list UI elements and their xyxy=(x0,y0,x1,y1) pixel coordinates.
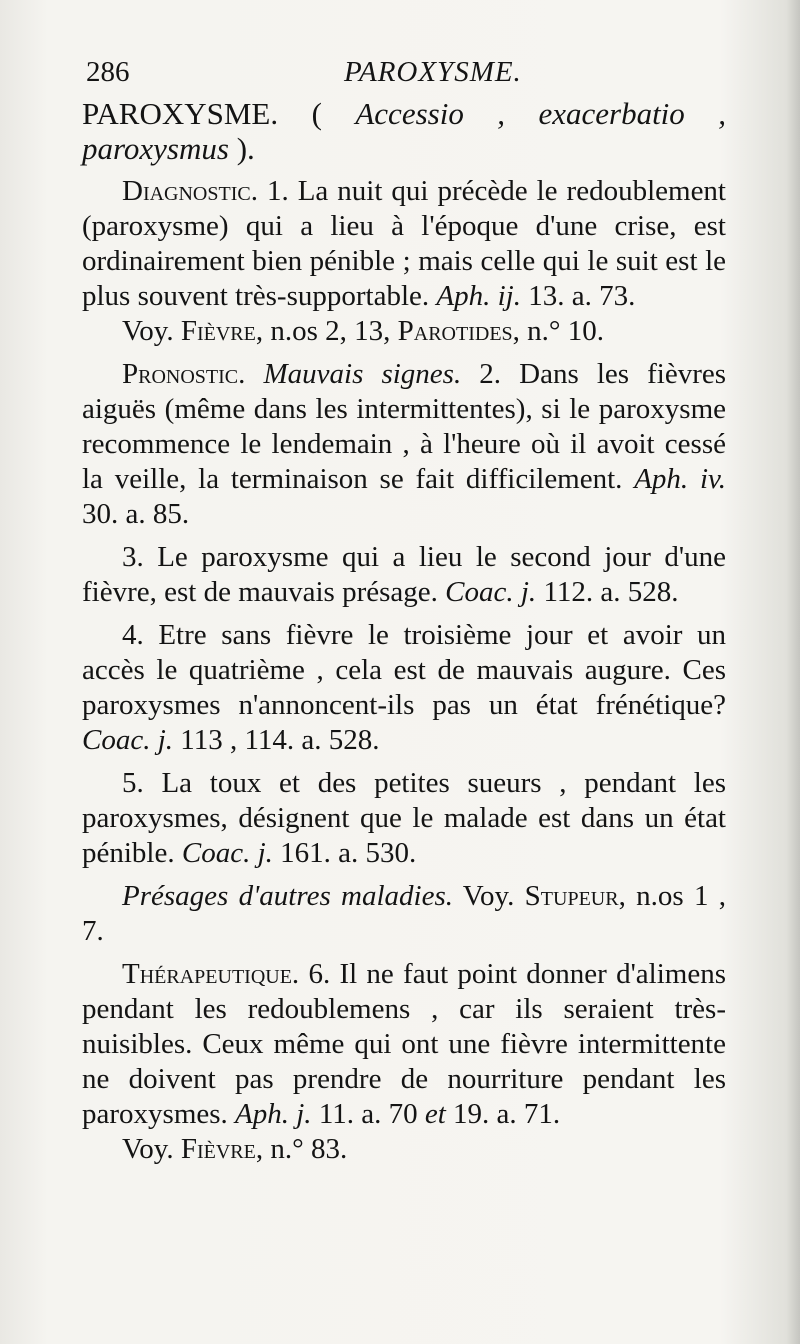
latin-terms: Accessio , exacerbatio , paroxysmus xyxy=(82,96,726,166)
paragraph-pronostic xyxy=(82,357,726,532)
diagnostic-text: 1. La nuit qui précède le redoublement (paroxysme) qui a lieu à l'époque d'une crise, est ordinairement bien pénible ; mais celle qui le suit est le plus souvent très-supportable. xyxy=(82,175,726,312)
latin-open: ( xyxy=(311,96,322,131)
voy2-end: , n.° 83. xyxy=(255,1133,348,1165)
diagnostic-ref: Aph. ij. xyxy=(436,280,521,312)
voy1-fievre: Fièvre xyxy=(180,315,256,347)
diagnostic-ref-rest: 13. a. 73. xyxy=(528,280,636,312)
presages-italic: Présages d'autres maladies. xyxy=(122,880,453,912)
p5-ref: Coac. j. xyxy=(181,837,273,869)
therapeutique-label: Thérapeutique. xyxy=(122,958,300,990)
voy1-parotides: Parotides xyxy=(397,315,513,347)
paragraph-3 xyxy=(82,540,726,610)
diagnostic-label: Diagnostic. xyxy=(122,175,258,207)
p4-ref-rest: 113 , 114. a. 528. xyxy=(180,724,380,756)
presages-voy: Voy. xyxy=(462,880,515,912)
entry-heading xyxy=(82,96,726,166)
pronostic-ref: Aph. iv. xyxy=(634,463,726,495)
paragraph-presages xyxy=(82,879,726,949)
paragraph-voy-2 xyxy=(82,1132,726,1167)
voy2-prefix: Voy. xyxy=(122,1133,174,1165)
page-number: 286 xyxy=(86,56,130,88)
therapeutique-text: 6. Il ne faut point donner d'alimens pendant les redoublemens , car ils seraient très-nuisibles. Ceux même qui ont une fièvre intermittente ne doivent pas prendre de nourriture pendant les paroxysmes. xyxy=(82,958,726,1130)
p5-ref-rest: 161. a. 530. xyxy=(280,837,417,869)
p4-text: 4. Etre sans fièvre le troisième jour et avoir un accès le quatrième , cela est de mauvais augure. Ces paroxysmes n'annoncent-ils pas un état frénétique? xyxy=(82,619,726,721)
p3-ref: Coac. j. xyxy=(445,576,537,608)
pronostic-ref-rest: 30. a. 85. xyxy=(82,498,190,530)
pronostic-label: Pronostic. xyxy=(122,358,246,390)
p5-text: 5. La toux et des petites sueurs , pendant les paroxysmes, désignent que le malade est dans un état pénible. xyxy=(82,767,726,869)
voy1-end: , n.° 10. xyxy=(512,315,605,347)
pronostic-italic: Mauvais signes. xyxy=(263,358,462,390)
therapeutique-ref-mid: 11. a. 70 xyxy=(318,1098,418,1130)
p3-text: 3. Le paroxysme qui a lieu le second jour d'une fièvre, est de mauvais présage. xyxy=(82,541,726,608)
therapeutique-ref: Aph. j. xyxy=(235,1098,312,1130)
running-head-title: PAROXYSME. xyxy=(344,56,522,88)
pronostic-text: 2. Dans les fièvres aiguës (même dans les intermittentes), si le paroxysme recommence le lendemain , à l'heure où il avoit cessé la veille, la terminaison se fait difficilement. xyxy=(82,358,727,495)
p4-ref: Coac. j. xyxy=(82,724,174,756)
paragraph-voy-1 xyxy=(82,314,726,349)
page-spine-shadow xyxy=(786,0,800,1344)
therapeutique-ref-et: et xyxy=(424,1098,446,1130)
entry-body xyxy=(82,96,726,1167)
presages-end: n.os 1 , 7. xyxy=(82,880,726,947)
paragraph-therapeutique xyxy=(82,957,726,1132)
voy2-fievre: Fièvre xyxy=(180,1133,256,1165)
latin-close: ). xyxy=(236,131,255,166)
running-head xyxy=(86,56,766,96)
voy1-mid: , n.os 2, 13, xyxy=(255,315,391,347)
presages-stupeur: Stupeur, xyxy=(524,880,626,912)
headword: PAROXYSME. xyxy=(82,96,279,131)
paragraph-5 xyxy=(82,766,726,871)
p3-ref-rest: 112. a. 528. xyxy=(543,576,679,608)
paragraph-diagnostic xyxy=(82,174,726,314)
paragraph-4 xyxy=(82,618,726,758)
voy1-prefix: Voy. xyxy=(122,315,174,347)
therapeutique-ref-end: 19. a. 71. xyxy=(453,1098,561,1130)
